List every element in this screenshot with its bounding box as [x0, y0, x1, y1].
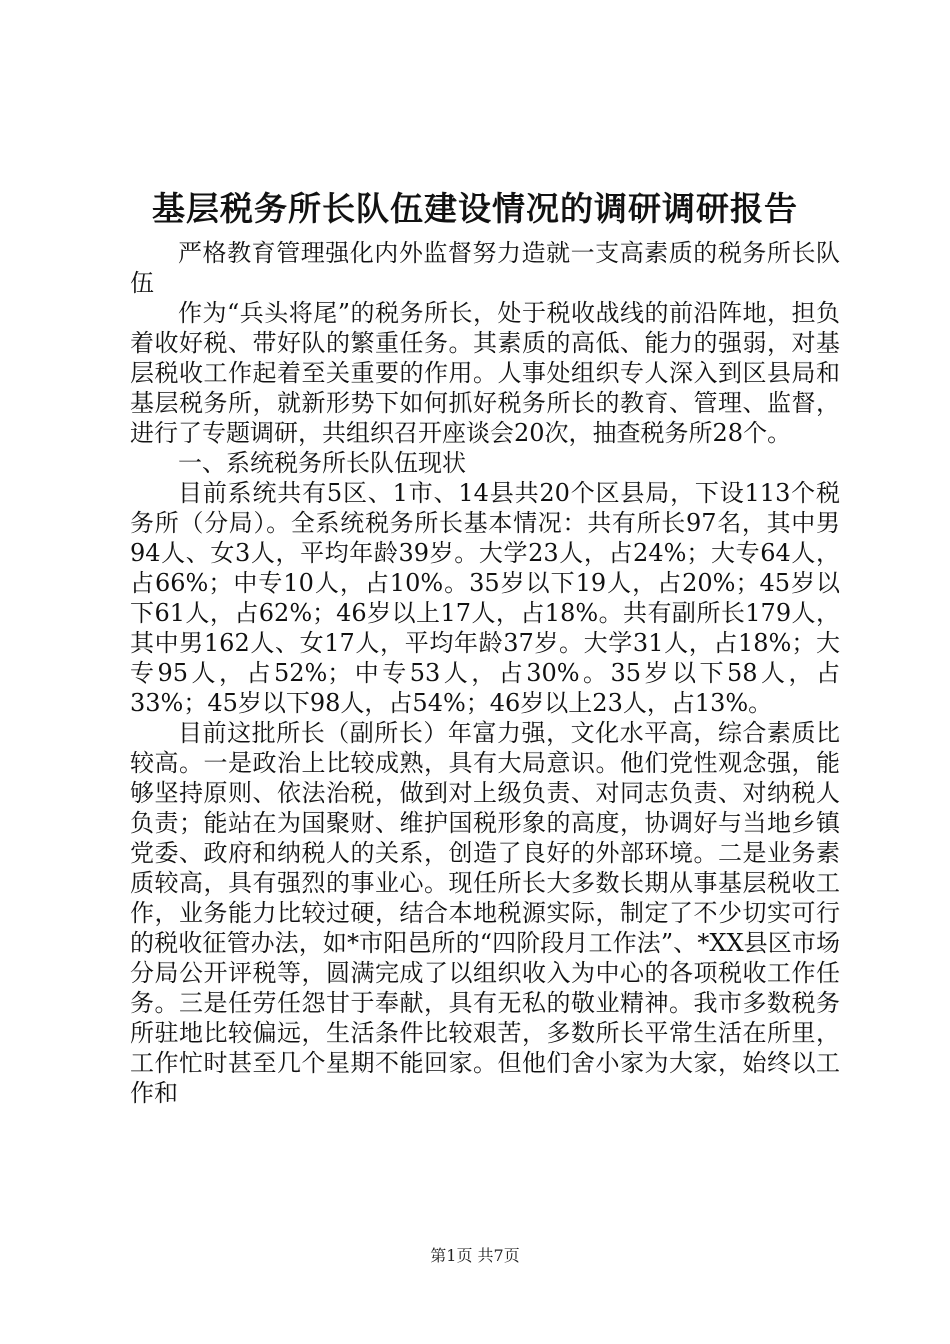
document-title: 基层税务所长队伍建设情况的调研调研报告	[152, 189, 798, 228]
paragraph-assessment: 目前这批所长（副所长）年富力强，文化水平高，综合素质比较高。一是政治上比较成熟，具有大局意识。他们党性观念强，能够坚持原则、依法治税，做到对上级负责、对同志负责、对纳税人负责；能站在为国聚财、维护国税形象的高度，协调好与当地乡镇党委、政府和纳税人的关系，创造了良好的外部环境。二是业务素质较高，具有强烈的事业心。现任所长大多数长期从事基层税收工作，业务能力比较过硬，结合本地税源实际，制定了不少切实可行的税收征管办法，如*市阳邑所的“四阶段月工作法”、*XX县区市场分局公开评税等，圆满完成了以组织收入为中心的各项税收工作任务。三是任劳任怨甘于奉献，具有无私的敬业精神。我市多数税务所驻地比较偏远，生活条件比较艰苦，多数所长平常生活在所里，工作忙时甚至几个星期不能回家。但他们舍小家为大家，始终以工作和	[130, 719, 840, 1107]
document-body	[130, 238, 840, 1108]
paragraph-intro: 作为“兵头将尾”的税务所长，处于税收战线的前沿阵地，担负着收好税、带好队的繁重任务。其素质的高低、能力的强弱，对基层税收工作起着至关重要的作用。人事处组织专人深入到区县局和基层税务所，就新形势下如何抓好税务所长的教育、管理、监督，进行了专题调研，共组织召开座谈会20次，抽查税务所28个。	[130, 299, 840, 447]
page-number-footer: 第1页 共7页	[430, 1246, 520, 1265]
paragraph-subtitle: 严格教育管理强化内外监督努力造就一支高素质的税务所长队伍	[130, 239, 840, 297]
paragraph-statistics: 目前系统共有5区、1市、14县共20个区县局，下设113个税务所（分局）。全系统税务所长基本情况：共有所长97名，其中男94人、女3人，平均年龄39岁。大学23人，占24%；大专64人，占66%；中专10人，占10%。35岁以下19人，占20%；45岁以下61人，占62%；46岁以上17人，占18%。共有副所长179人，其中男162人、女17人，平均年龄37岁。大学31人，占18%；大专95人，占52%；中专53人，占30%。35岁以下58人，占33%；45岁以下98人，占54%；46岁以上23人，占13%。	[130, 479, 840, 717]
section-heading: 一、系统税务所长队伍现状	[178, 449, 466, 477]
